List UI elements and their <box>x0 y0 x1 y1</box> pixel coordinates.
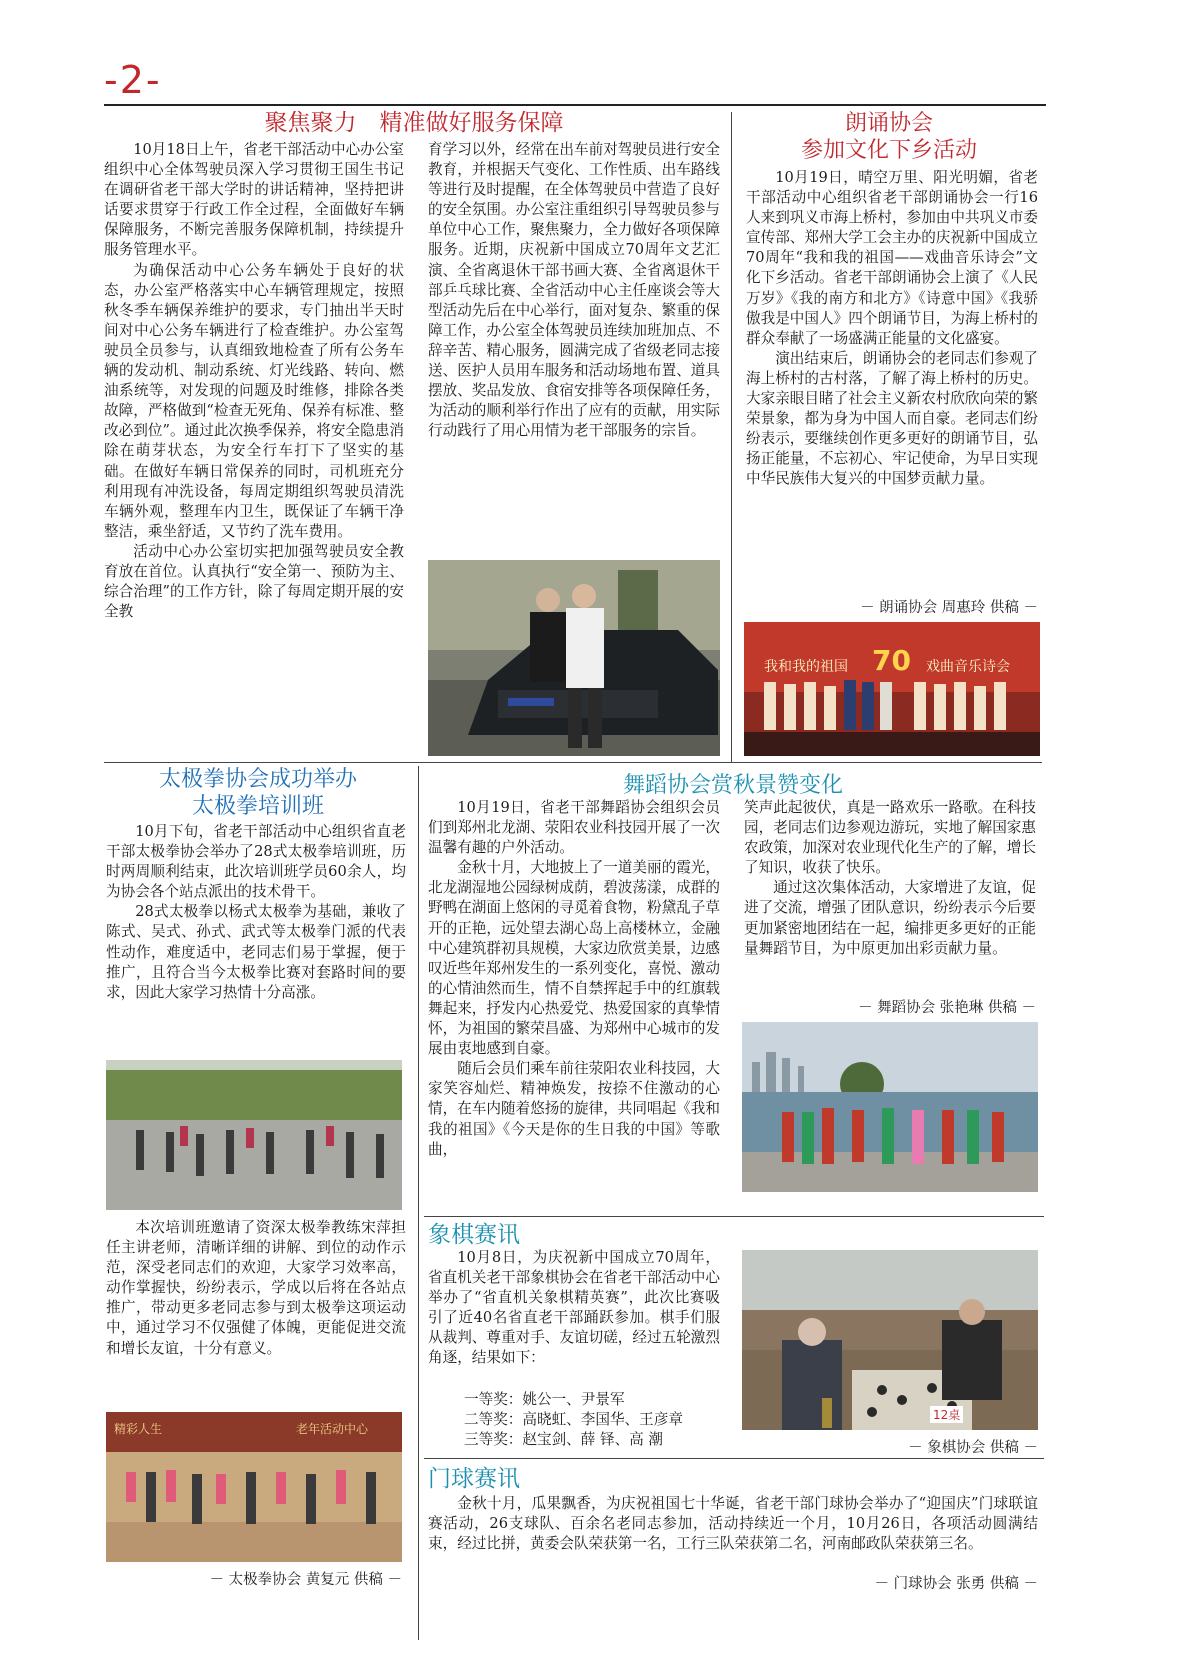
article1-p3: 活动中心办公室切实把加强驾驶员安全教育放在首位。认真执行“安全第一、预防为主、综合治理”的工作方针，除了每周定期开展的安全教 <box>104 542 404 621</box>
banner-text-left: 我和我的祖国 <box>764 659 848 675</box>
article1-col1 <box>104 140 404 622</box>
article3-title <box>104 766 412 820</box>
article4-col2 <box>744 798 1036 959</box>
article3-body-top <box>106 822 406 1003</box>
divider-h-gateball <box>424 1458 1044 1459</box>
article5-title: 象棋赛讯 <box>428 1222 520 1248</box>
article5-p1: 10月8日，为庆祝新中国成立70周年，省直机关老干部象棋协会在省老干部活动中心举办了“省直机关象棋精英赛”，此次比赛吸引了近40名省直老干部踊跃参加。棋手们服从裁判、尊重对手、友谊切磋，经过五轮激烈角逐，结果如下： <box>428 1249 720 1367</box>
article1-p4: 育学习以外，经常在出车前对驾驶员进行安全教育，并根据天气变化、工作性质、出车路线等进行及时提醒，在全体驾驶员中营造了良好的安全氛围。办公室注重组织引导驾驶员参与单位中心工作，聚焦聚力，全力做好各项保障服务。近期，庆祝新中国成立70周年文艺汇演、全省离退休干部书画大赛、全省离退休干部乒乓球比赛、全省活动中心主任座谈会等大型活动先后在中心举行，面对复杂、繁重的保障工作，办公室全体驾驶员连续加班加点、不辞辛苦、精心服务，圆满完成了省级老同志接送、医护人员用车服务和活动场地布置、道具摆放、奖品发放、食宿安排等各项保障任务，为活动的顺利举行作出了应有的贡献，用实际行动践行了用心用情为老干部服务的宗旨。 <box>428 141 720 440</box>
divider-v-bottom <box>418 766 419 1640</box>
banner-text-right: 戏曲音乐诗会 <box>926 659 1010 675</box>
banner-seventy: 70 <box>872 644 911 677</box>
article1-p1: 10月18日上午，省老干部活动中心办公室组织中心全体驾驶员深入学习贯彻王国生书记在调研省老干部大学时的讲话精神，坚持把讲话要求贯穿于行政工作全过程，全面做好车辆保障服务，不断完善服务保障机制，持续提升服务管理水平。 <box>104 141 404 259</box>
article6-p1: 金秋十月，瓜果飘香，为庆祝祖国七十华诞，省老干部门球协会举办了“迎国庆”门球联谊赛活动，26支球队、百余名老同志参加，活动持续近一个月，10月26日，各项活动圆满结束，经过比拼，黄委会队荣获第一名，工行三队荣获第二名，河南邮政队荣获第三名。 <box>428 1495 1038 1553</box>
article2-p2: 演出结束后，朗诵协会的老同志们参观了海上桥村的古村落，了解了海上桥村的历史。大家亲眼目睹了社会主义新农村欣欣向荣的繁荣景象，都为身为中国人而自豪。老同志们纷纷表示，要继续创作更多更好的朗诵节目，弘扬正能量，不忘初心、牢记使命，为早日实现中华民族伟大复兴的中国梦贡献力量。 <box>746 349 1038 488</box>
article4-byline: － 舞蹈协会 张艳琳 供稿 － <box>858 1000 1036 1016</box>
car-photo-svg <box>428 560 720 756</box>
car-maintenance-photo <box>428 560 720 756</box>
taichi-hall-photo <box>106 1412 402 1562</box>
chess-match-photo <box>742 1250 1038 1430</box>
article3-p3: 本次培训班邀请了资深太极拳教练宋萍担任主讲老师，清晰详细的讲解、到位的动作示范，深受老同志们的欢迎，大家学习效率高，动作掌握快，纷纷表示，学成以后将在各站点推广，带动更多老同志参与到太极拳这项运动中，通过学习不仅强健了体魄，更能促进交流和增长友谊，十分有意义。 <box>106 1219 406 1357</box>
hall-sign-left: 精彩人生 <box>114 1422 163 1436</box>
article2-title <box>736 110 1042 164</box>
dance-lake-svg <box>742 1022 1038 1192</box>
divider-v-top <box>731 112 732 762</box>
article5-body <box>428 1248 720 1369</box>
stage-photo-svg <box>744 622 1040 756</box>
article3-title-line2: 太极拳培训班 <box>191 794 324 819</box>
article5-awards <box>428 1390 720 1450</box>
article3-p2: 28式太极拳以杨式太极拳为基础，兼收了陈式、吴式、孙式、武式等太极拳门派的代表性动作，难度适中，老同志们易于掌握，便于推广，且符合当今太极拳比赛对套路时间的要求，因此大家学习热情十分高涨。 <box>106 903 406 1001</box>
article2-p1: 10月19日，晴空万里、阳光明媚，省老干部活动中心组织省老干部朗诵协会一行16人来到巩义市海上桥村，参加由中共巩义市委宣传部、郑州大学工会主办的庆祝新中国成立70周年“我和我的祖国——戏曲音乐诗会”文化下乡活动。省老干部朗诵协会上演了《人民万岁》《我的南方和北方》《诗意中国》《我骄傲我是中国人》四个朗诵节目，为海上桥村的群众奉献了一场盛满正能量的文化盛宴。 <box>746 169 1038 347</box>
header-rule <box>104 104 1046 106</box>
article6-title: 门球赛讯 <box>428 1466 520 1492</box>
article4-p1: 10月19日，省老干部舞蹈协会组织会员们到郑州北龙湖、荥阳农业科技园开展了一次温馨有趣的户外活动。 <box>428 799 720 857</box>
dance-lake-photo <box>742 1022 1038 1192</box>
article2-title-line2: 参加文化下乡活动 <box>800 138 977 163</box>
award-third: 三等奖：赵宝剑、薛 铎、高 潮 <box>464 1431 663 1449</box>
taichi-park-photo <box>106 1060 402 1210</box>
article3-title-line1: 太极拳协会成功举办 <box>158 767 357 792</box>
article6-body <box>428 1494 1038 1554</box>
article2-title-line1: 朗诵协会 <box>844 111 933 136</box>
article4-p5: 通过这次集体活动，大家增进了友谊，促进了交流，增强了团队意识，纷纷表示今后要更加紧密地团结在一起，编排更多更好的正能量舞蹈节目，为中原更加出彩贡献力量。 <box>744 879 1036 957</box>
article2-body <box>746 168 1038 490</box>
article1-title: 聚焦聚力 精准做好服务保障 <box>264 110 564 136</box>
taichi-park-svg <box>106 1060 402 1210</box>
article1-p2: 为确保活动中心公务车辆处于良好的状态，办公室严格落实中心车辆管理规定，按照秋冬季车辆保养维护的要求，专门抽出半天时间对中心公务车辆进行了检查维护。办公室驾驶员全员参与，认真细致地检查了所有公务车辆的发动机、制动系统、灯光线路、转向、燃油系统等，对发现的问题及时维修，排除各类故障，严格做到“检查无死角、保养有标准、整改必到位”。通过此次换季保养，将安全隐患消除在萌芽状态，为安全行车打下了坚实的基础。在做好车辆日常保养的同时，司机班充分利用现有冲洗设备，每周定期组织驾驶员清洗车辆外观，整理车内卫生，既保证了车辆干净整洁，乘坐舒适，又节约了洗车费用。 <box>104 261 404 540</box>
chess-match-svg <box>742 1250 1038 1430</box>
award-first: 一等奖：姚公一、尹景军 <box>464 1391 625 1408</box>
article4-title: 舞蹈协会赏秋景赞变化 <box>622 773 843 798</box>
article1-col2 <box>428 140 720 441</box>
article6-byline: － 门球协会 张勇 供稿 － <box>800 1572 1038 1593</box>
article5-byline: － 象棋协会 供稿 － <box>908 1440 1038 1456</box>
divider-h-middle <box>104 762 1042 763</box>
article3-body-bottom <box>106 1218 406 1359</box>
article4-p4: 笑声此起彼伏，真是一路欢乐一路歌。在科技园，老同志们边参观边游玩，实地了解国家惠农政策，加深对农业现代化生产的了解，增长了知识，收获了快乐。 <box>744 799 1036 877</box>
recital-stage-photo <box>744 622 1040 756</box>
hall-sign-right: 老年活动中心 <box>296 1422 369 1436</box>
page-number: -2- <box>104 58 162 102</box>
chess-table-sign: 12桌 <box>930 1406 963 1423</box>
article3-byline: － 太极拳协会 黄复元 供稿 － <box>209 1572 402 1588</box>
article4-col1 <box>428 798 720 1160</box>
award-second: 二等奖：高晓虹、李国华、王彦章 <box>464 1411 683 1429</box>
article2-byline: － 朗诵协会 周惠玲 供稿 － <box>860 600 1038 616</box>
article4-p3: 随后会员们乘车前往荥阳农业科技园，大家笑容灿烂、精神焕发，按捺不住激动的心情，在车内随着悠扬的旋律，共同唱起《我和我的祖国》《今天是你的生日我的中国》等歌曲， <box>428 1060 720 1158</box>
article3-p1: 10月下旬，省老干部活动中心组织省直老干部太极拳协会举办了28式太极拳培训班，历时两周顺利结束，此次培训班学员60余人，均为协会各个站点派出的技术骨干。 <box>106 823 406 901</box>
article4-p2: 金秋十月，大地披上了一道美丽的霞光，北龙湖湿地公园绿树成荫，碧波荡漾，成群的野鸭在湖面上悠闲的寻觅着食物，粉黛乱子草开的正艳，远处望去湖心岛上高楼林立，金融中心建筑群初具规模，大家边欣赏美景，边感叹近些年郑州发生的一系列变化，喜悦、激动的心情油然而生，情不自禁挥起手中的红旗载舞起来，抒发内心热爱党、热爱国家的真挚情怀，为祖国的繁荣昌盛、为郑州中心城市的发展由衷地感到自豪。 <box>428 859 720 1058</box>
